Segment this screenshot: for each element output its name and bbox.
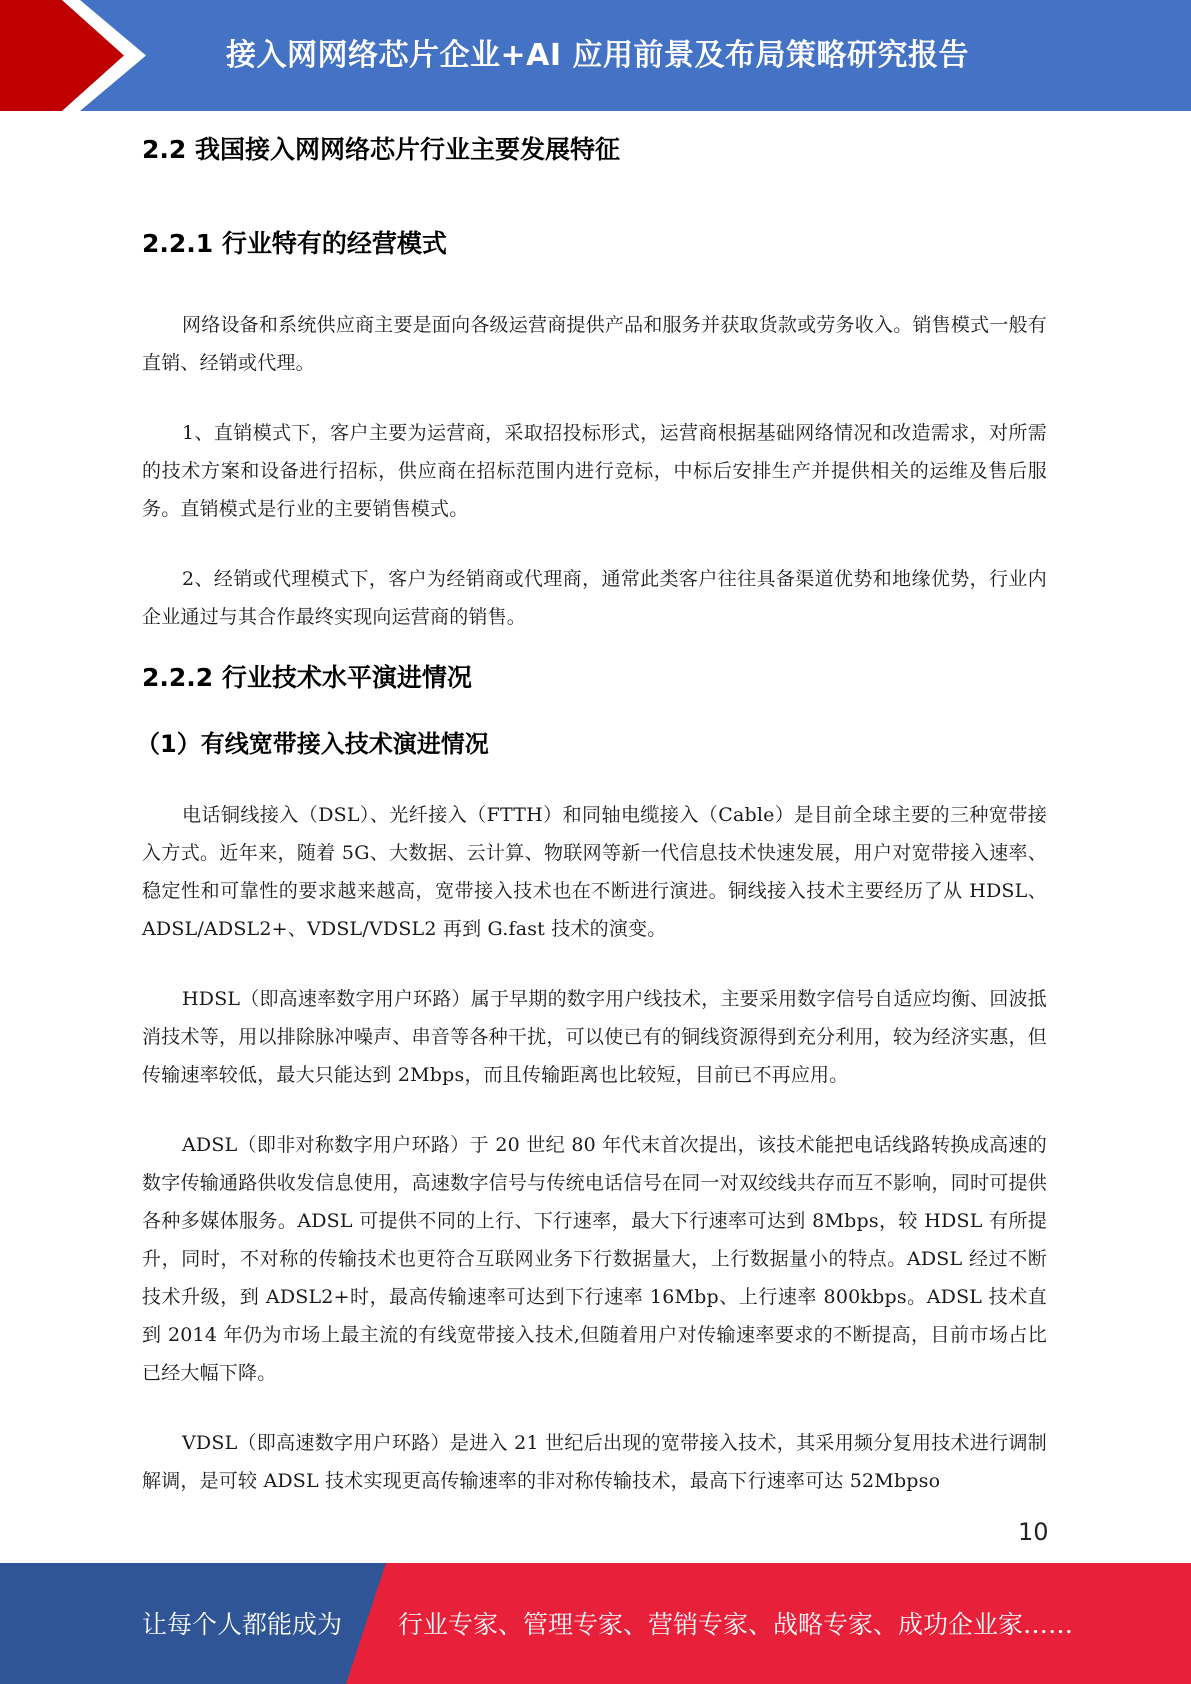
footer-slogan-right: 行业专家、管理专家、营销专家、战略专家、成功企业家…… (398, 1610, 1074, 1639)
page-number: 10 (1018, 1518, 1049, 1546)
paragraph: 2、经销或代理模式下，客户为经销商或代理商，通常此类客户往往具备渠道优势和地缘优势，行业内企业通过与其合作最终实现向运营商的销售。 (142, 568, 1047, 628)
paragraph: 1、直销模式下，客户主要为运营商，采取招投标形式，运营商根据基础网络情况和改造需求，对所需的技术方案和设备进行招标，供应商在招标范围内进行竞标，中标后安排生产并提供相关的运维及售后服务。直销模式是行业的主要销售模式。 (142, 422, 1047, 520)
subsection-heading-tech-evolution: 2.2.2 行业技术水平演进情况 (142, 663, 472, 692)
paragraph: VDSL（即高速数字用户环路）是进入 21 世纪后出现的宽带接入技术，其采用频分复用技术进行调制解调，是可较 ADSL 技术实现更高传输速率的非对称传输技术，最高下行速率可达 52Mbpso (142, 1432, 1047, 1492)
page-header (0, 0, 1191, 111)
subsection-heading-business-model: 2.2.1 行业特有的经营模式 (142, 229, 447, 258)
paragraph: 网络设备和系统供应商主要是面向各级运营商提供产品和服务并获取货款或劳务收入。销售模式一般有直销、经销或代理。 (142, 314, 1047, 374)
report-title: 接入网网络芯片企业+AI 应用前景及布局策略研究报告 (226, 38, 969, 73)
paragraph: ADSL（即非对称数字用户环路）于 20 世纪 80 年代末首次提出，该技术能把电话线路转换成高速的数字传输通路供收发信息使用，高速数字信号与传统电话信号在同一对双绞线共存而互不影响，同时可提供各种多媒体服务。ADSL 可提供不同的上行、下行速率，最大下行速率可达到 8Mbps，较 HDSL 有所提升，同时，不对称的传输技术也更符合互联网业务下行数据量大，上行数据量小的特点。ADSL 经过不断技术升级，到 ADSL2+时，最高传输速率可达到下行速率 16Mbp、上行速率 800kbps。ADSL 技术直到 2014 年仍为市场上最主流的有线宽带接入技术,但随着用户对传输速率要求的不断提高，目前市场占比已经大幅下降。 (142, 1134, 1047, 1384)
paragraph: 电话铜线接入（DSL）、光纤接入（FTTH）和同轴电缆接入（Cable）是目前全球主要的三种宽带接入方式。近年来，随着 5G、大数据、云计算、物联网等新一代信息技术快速发展，用户对宽带接入速率、稳定性和可靠性的要求越来越高，宽带接入技术也在不断进行演进。铜线接入技术主要经历了从 HDSL、ADSL/ADSL2+、VDSL/VDSL2 再到 G.fast 技术的演变。 (142, 804, 1047, 940)
page-footer (0, 1563, 1191, 1684)
page-content (136, 128, 1047, 1532)
section-heading: 2.2 我国接入网网络芯片行业主要发展特征 (142, 135, 620, 164)
footer-slogan-left: 让每个人都能成为 (142, 1610, 343, 1639)
header-arrow-decor (0, 0, 160, 111)
subsubsection-heading-wired-broadband: （1）有线宽带接入技术演进情况 (136, 730, 489, 758)
paragraph: HDSL（即高速率数字用户环路）属于早期的数字用户线技术，主要采用数字信号自适应均衡、回波抵消技术等，用以排除脉冲噪声、串音等各种干扰，可以使已有的铜线资源得到充分利用，较为经济实惠，但传输速率较低，最大只能达到 2Mbps，而且传输距离也比较短，目前已不再应用。 (142, 988, 1047, 1086)
